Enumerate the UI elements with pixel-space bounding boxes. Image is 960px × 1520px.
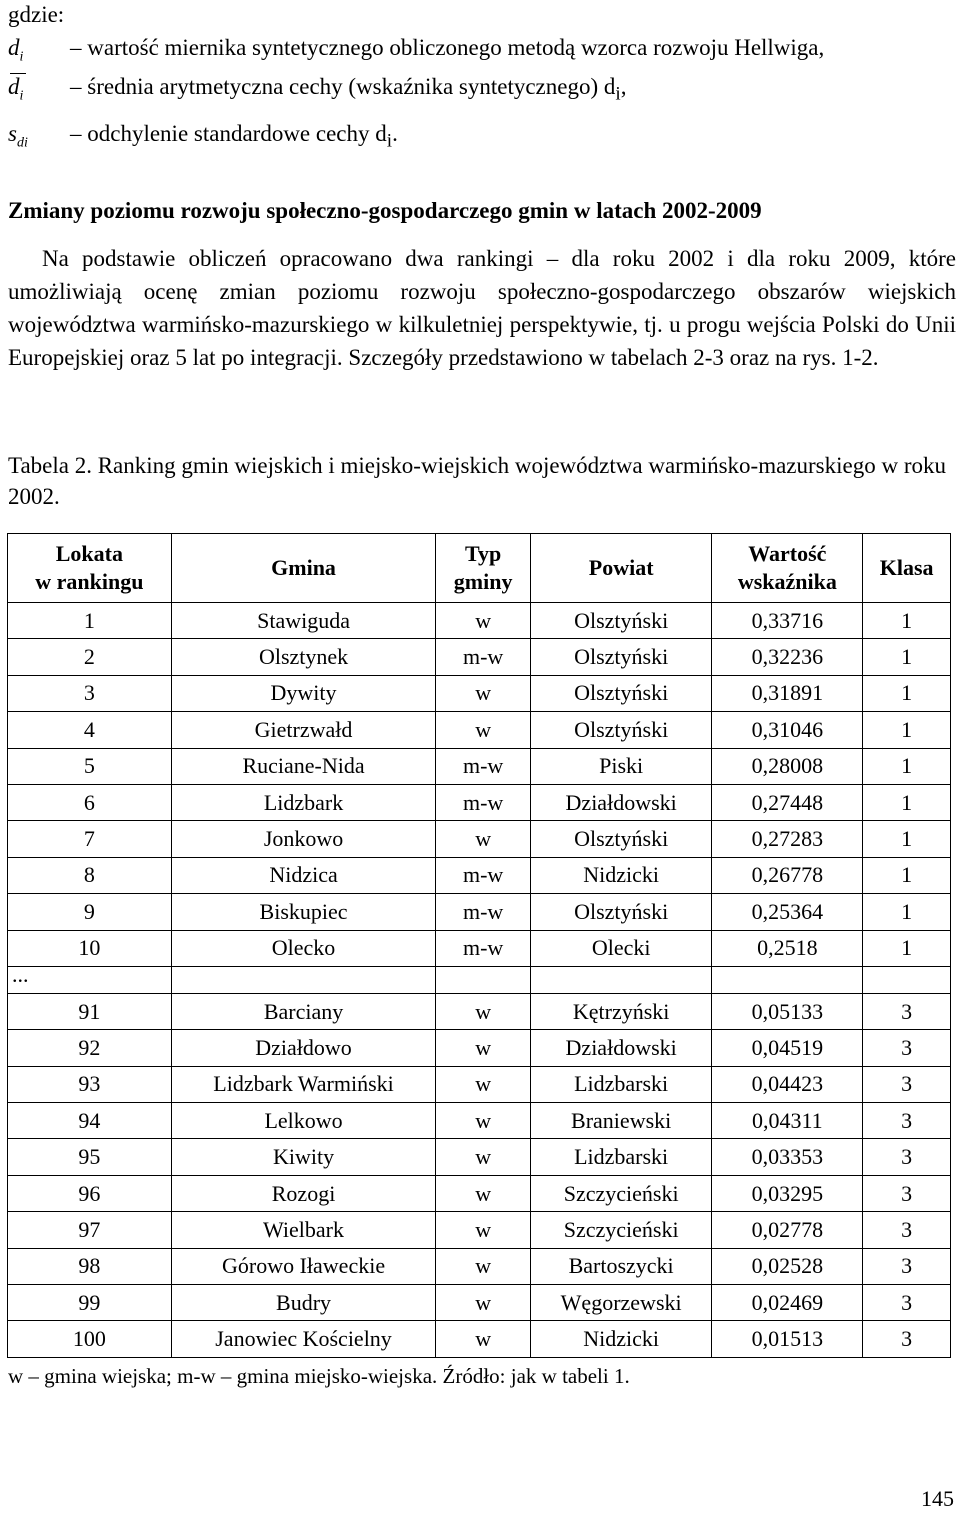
definition-sdi <box>8 121 398 153</box>
table-row <box>8 1248 951 1284</box>
table-cell: w <box>436 603 531 639</box>
table-cell: 10 <box>8 930 172 966</box>
column-header-line: Gmina <box>271 555 336 580</box>
table-cell: Ruciane-Nida <box>171 748 436 784</box>
table-cell: Nidzicki <box>530 1321 711 1357</box>
table-cell: 0,26778 <box>712 857 863 893</box>
table-cell: 3 <box>863 1321 951 1357</box>
column-header <box>712 534 863 603</box>
table-cell: Działdowo <box>171 1030 436 1066</box>
table-cell: 1 <box>863 857 951 893</box>
table-row <box>8 821 951 857</box>
table-cell: m-w <box>436 748 531 784</box>
table-cell: Piski <box>530 748 711 784</box>
table-cell: Olsztyński <box>530 821 711 857</box>
table-cell: Bartoszycki <box>530 1248 711 1284</box>
table-cell: 1 <box>863 603 951 639</box>
table-cell: Olecki <box>530 930 711 966</box>
table-cell: Lidzbark <box>171 784 436 820</box>
table-cell: 1 <box>863 639 951 675</box>
column-header <box>863 534 951 603</box>
table-cell: Działdowski <box>530 1030 711 1066</box>
table-cell: 6 <box>8 784 172 820</box>
definition-di <box>8 35 824 66</box>
symbol-sdi: $s_{di}$ <box>8 121 28 151</box>
column-header <box>171 534 436 603</box>
table-row <box>8 857 951 893</box>
section-heading: Zmiany poziomu rozwoju społeczno-gospodarczego gmin w latach 2002-2009 <box>8 198 762 223</box>
definition-di-mean-text: – średnia arytmetyczna cechy (wskaźnika syntetycznego) $d_i$, <box>70 74 627 105</box>
table-cell: Olsztyński <box>530 894 711 930</box>
table-cell: Węgorzewski <box>530 1285 711 1321</box>
table-cell: 2 <box>8 639 172 675</box>
column-header-line: Typ <box>465 541 502 566</box>
table-cell: 94 <box>8 1103 172 1139</box>
table-cell: m-w <box>436 639 531 675</box>
table-cell: Olsztyński <box>530 603 711 639</box>
column-header-line: Wartość <box>748 541 827 566</box>
column-header-line: Powiat <box>588 555 654 580</box>
table-cell: w <box>436 1175 531 1211</box>
table-cell: Nidzica <box>171 857 436 893</box>
table-cell <box>530 966 711 993</box>
column-header <box>8 534 172 603</box>
table-cell: 0,32236 <box>712 639 863 675</box>
table-cell: w <box>436 1212 531 1248</box>
table-cell: Nidzicki <box>530 857 711 893</box>
table-cell: 0,02469 <box>712 1285 863 1321</box>
table-cell: w <box>436 1066 531 1102</box>
table-cell: 0,03353 <box>712 1139 863 1175</box>
table-cell: 0,28008 <box>712 748 863 784</box>
table-cell: 0,02528 <box>712 1248 863 1284</box>
table-cell: 95 <box>8 1139 172 1175</box>
table-cell: Wielbark <box>171 1212 436 1248</box>
table-cell: Barciany <box>171 993 436 1029</box>
table-cell: w <box>436 993 531 1029</box>
table-cell: 0,04311 <box>712 1103 863 1139</box>
table-cell <box>171 966 436 993</box>
column-header-line: w rankingu <box>35 569 144 594</box>
table-row <box>8 930 951 966</box>
table-caption: Tabela 2. Ranking gmin wiejskich i miejsko-wiejskich województwa warmińsko-mazurskiego w roku 2002. <box>8 453 946 509</box>
overbar-mark <box>10 73 26 74</box>
table-cell: 98 <box>8 1248 172 1284</box>
table-cell: w <box>436 1321 531 1357</box>
definitions-intro: gdzie: <box>8 2 65 27</box>
table-row <box>8 639 951 675</box>
table-cell: Kętrzyński <box>530 993 711 1029</box>
definition-di-text: – wartość miernika syntetycznego obliczonego metodą wzorca rozwoju Hellwiga, <box>70 35 825 60</box>
table-row <box>8 675 951 711</box>
table-cell: Olsztyński <box>530 712 711 748</box>
table-row <box>8 993 951 1029</box>
table-cell: 1 <box>863 894 951 930</box>
table-cell: 7 <box>8 821 172 857</box>
table-cell: m-w <box>436 930 531 966</box>
table-cell: Jonkowo <box>171 821 436 857</box>
column-header <box>530 534 711 603</box>
table-cell: w <box>436 821 531 857</box>
table-cell: w <box>436 1030 531 1066</box>
table-cell: 0,31891 <box>712 675 863 711</box>
table-row <box>8 784 951 820</box>
table-cell: 99 <box>8 1285 172 1321</box>
table-cell: 3 <box>863 1030 951 1066</box>
table-cell: Olecko <box>171 930 436 966</box>
table-cell: Budry <box>171 1285 436 1321</box>
table-cell: 5 <box>8 748 172 784</box>
table-cell: w <box>436 1285 531 1321</box>
table-cell: 93 <box>8 1066 172 1102</box>
table-cell: 1 <box>863 821 951 857</box>
table-cell: 1 <box>863 748 951 784</box>
definition-sdi-text: – odchylenie standardowe cechy $d_i$. <box>70 121 398 152</box>
table-cell: 0,31046 <box>712 712 863 748</box>
table-cell: w <box>436 1139 531 1175</box>
table-cell <box>436 966 531 993</box>
table-cell: Lidzbarski <box>530 1066 711 1102</box>
table-cell: 0,01513 <box>712 1321 863 1357</box>
table-cell: 0,05133 <box>712 993 863 1029</box>
table-footnote: w – gmina wiejska; m-w – gmina miejsko-wiejska. Źródło: jak w tabeli 1. <box>8 1364 630 1388</box>
table-cell: Lidzbarski <box>530 1139 711 1175</box>
table-cell: w <box>436 1248 531 1284</box>
table-row <box>8 1030 951 1066</box>
table-cell: Olsztynek <box>171 639 436 675</box>
table-cell: m-w <box>436 784 531 820</box>
table-row <box>8 1139 951 1175</box>
table-row <box>8 1066 951 1102</box>
table-row <box>8 712 951 748</box>
table-row <box>8 1285 951 1321</box>
table-cell: Braniewski <box>530 1103 711 1139</box>
table-cell: Rozogi <box>171 1175 436 1211</box>
table-cell: Lelkowo <box>171 1103 436 1139</box>
table-row <box>8 1175 951 1211</box>
table-cell: ... <box>8 966 172 993</box>
table-cell: Działdowski <box>530 784 711 820</box>
table-cell: Kiwity <box>171 1139 436 1175</box>
table-cell: 3 <box>863 1066 951 1102</box>
table-cell: 3 <box>863 1103 951 1139</box>
table-cell: 0,25364 <box>712 894 863 930</box>
table-row <box>8 1212 951 1248</box>
table-cell: 3 <box>863 1175 951 1211</box>
table-cell: Szczycieński <box>530 1212 711 1248</box>
table-header-row <box>8 534 951 603</box>
table-cell: 0,04519 <box>712 1030 863 1066</box>
paragraph-text: Na podstawie obliczeń opracowano dwa rankingi – dla roku 2002 i dla roku 2009, które umożliwiają ocenę zmian poziomu rozwoju społeczno-gospodarczego obszarów wiejskich województwa warmińsko-mazurskiego w kilkuletniej perspektywie, tj. u progu wejścia Polski do Unii Europejskiej oraz 5 lat po integracji. Szczegóły przedstawiono w tabelach 2-3 oraz na rys. 1-2. <box>8 246 956 370</box>
table-cell: 1 <box>863 784 951 820</box>
table-cell: Stawiguda <box>171 603 436 639</box>
table-row <box>8 603 951 639</box>
table-cell: w <box>436 675 531 711</box>
table-cell: 3 <box>8 675 172 711</box>
table-cell: 1 <box>863 712 951 748</box>
table-cell: 92 <box>8 1030 172 1066</box>
table-cell: 1 <box>8 603 172 639</box>
table-row <box>8 748 951 784</box>
table-cell: Szczycieński <box>530 1175 711 1211</box>
table-cell: 3 <box>863 1212 951 1248</box>
page-number: 145 <box>921 1486 954 1511</box>
table-cell: 0,03295 <box>712 1175 863 1211</box>
table-cell: Górowo Iławeckie <box>171 1248 436 1284</box>
column-header-line: Lokata <box>55 541 123 566</box>
table-cell: 0,02778 <box>712 1212 863 1248</box>
table-cell: 4 <box>8 712 172 748</box>
table-cell: 3 <box>863 1248 951 1284</box>
table-cell <box>863 966 951 993</box>
table-cell: 100 <box>8 1321 172 1357</box>
table-cell: w <box>436 712 531 748</box>
column-header-line: wskaźnika <box>737 569 837 594</box>
table-cell: m-w <box>436 857 531 893</box>
table-cell: 0,2518 <box>712 930 863 966</box>
table-body <box>8 603 951 1358</box>
table-cell: 96 <box>8 1175 172 1211</box>
table-cell: m-w <box>436 894 531 930</box>
table-row <box>8 894 951 930</box>
column-header <box>436 534 531 603</box>
table-cell: Dywity <box>171 675 436 711</box>
table-cell: Olsztyński <box>530 639 711 675</box>
table-row <box>8 966 951 993</box>
table-cell: Olsztyński <box>530 675 711 711</box>
table-cell: 0,33716 <box>712 603 863 639</box>
table-cell <box>712 966 863 993</box>
table-cell: 1 <box>863 930 951 966</box>
table-cell: 0,04423 <box>712 1066 863 1102</box>
table-cell: 9 <box>8 894 172 930</box>
table-cell: Janowiec Kościelny <box>171 1321 436 1357</box>
table-row <box>8 1321 951 1357</box>
column-header-line: Klasa <box>879 555 934 580</box>
column-header-line: gminy <box>453 569 513 594</box>
table-cell: 3 <box>863 993 951 1029</box>
body-paragraph <box>8 242 956 374</box>
table-cell: 8 <box>8 857 172 893</box>
table-cell: 3 <box>863 1285 951 1321</box>
table-cell: Gietrzwałd <box>171 712 436 748</box>
ranking-table <box>7 533 951 1358</box>
symbol-di: $d_i$ <box>8 35 24 65</box>
table-row <box>8 1103 951 1139</box>
table-cell: 0,27448 <box>712 784 863 820</box>
table-cell: Biskupiec <box>171 894 436 930</box>
symbol-di-mean: $d_i$ <box>8 74 70 105</box>
table-cell: 91 <box>8 993 172 1029</box>
definition-di-mean <box>8 74 626 106</box>
table-cell: 97 <box>8 1212 172 1248</box>
table-cell: 1 <box>863 675 951 711</box>
table-cell: 3 <box>863 1139 951 1175</box>
table-cell: w <box>436 1103 531 1139</box>
table-cell: 0,27283 <box>712 821 863 857</box>
table-cell: Lidzbark Warmiński <box>171 1066 436 1102</box>
